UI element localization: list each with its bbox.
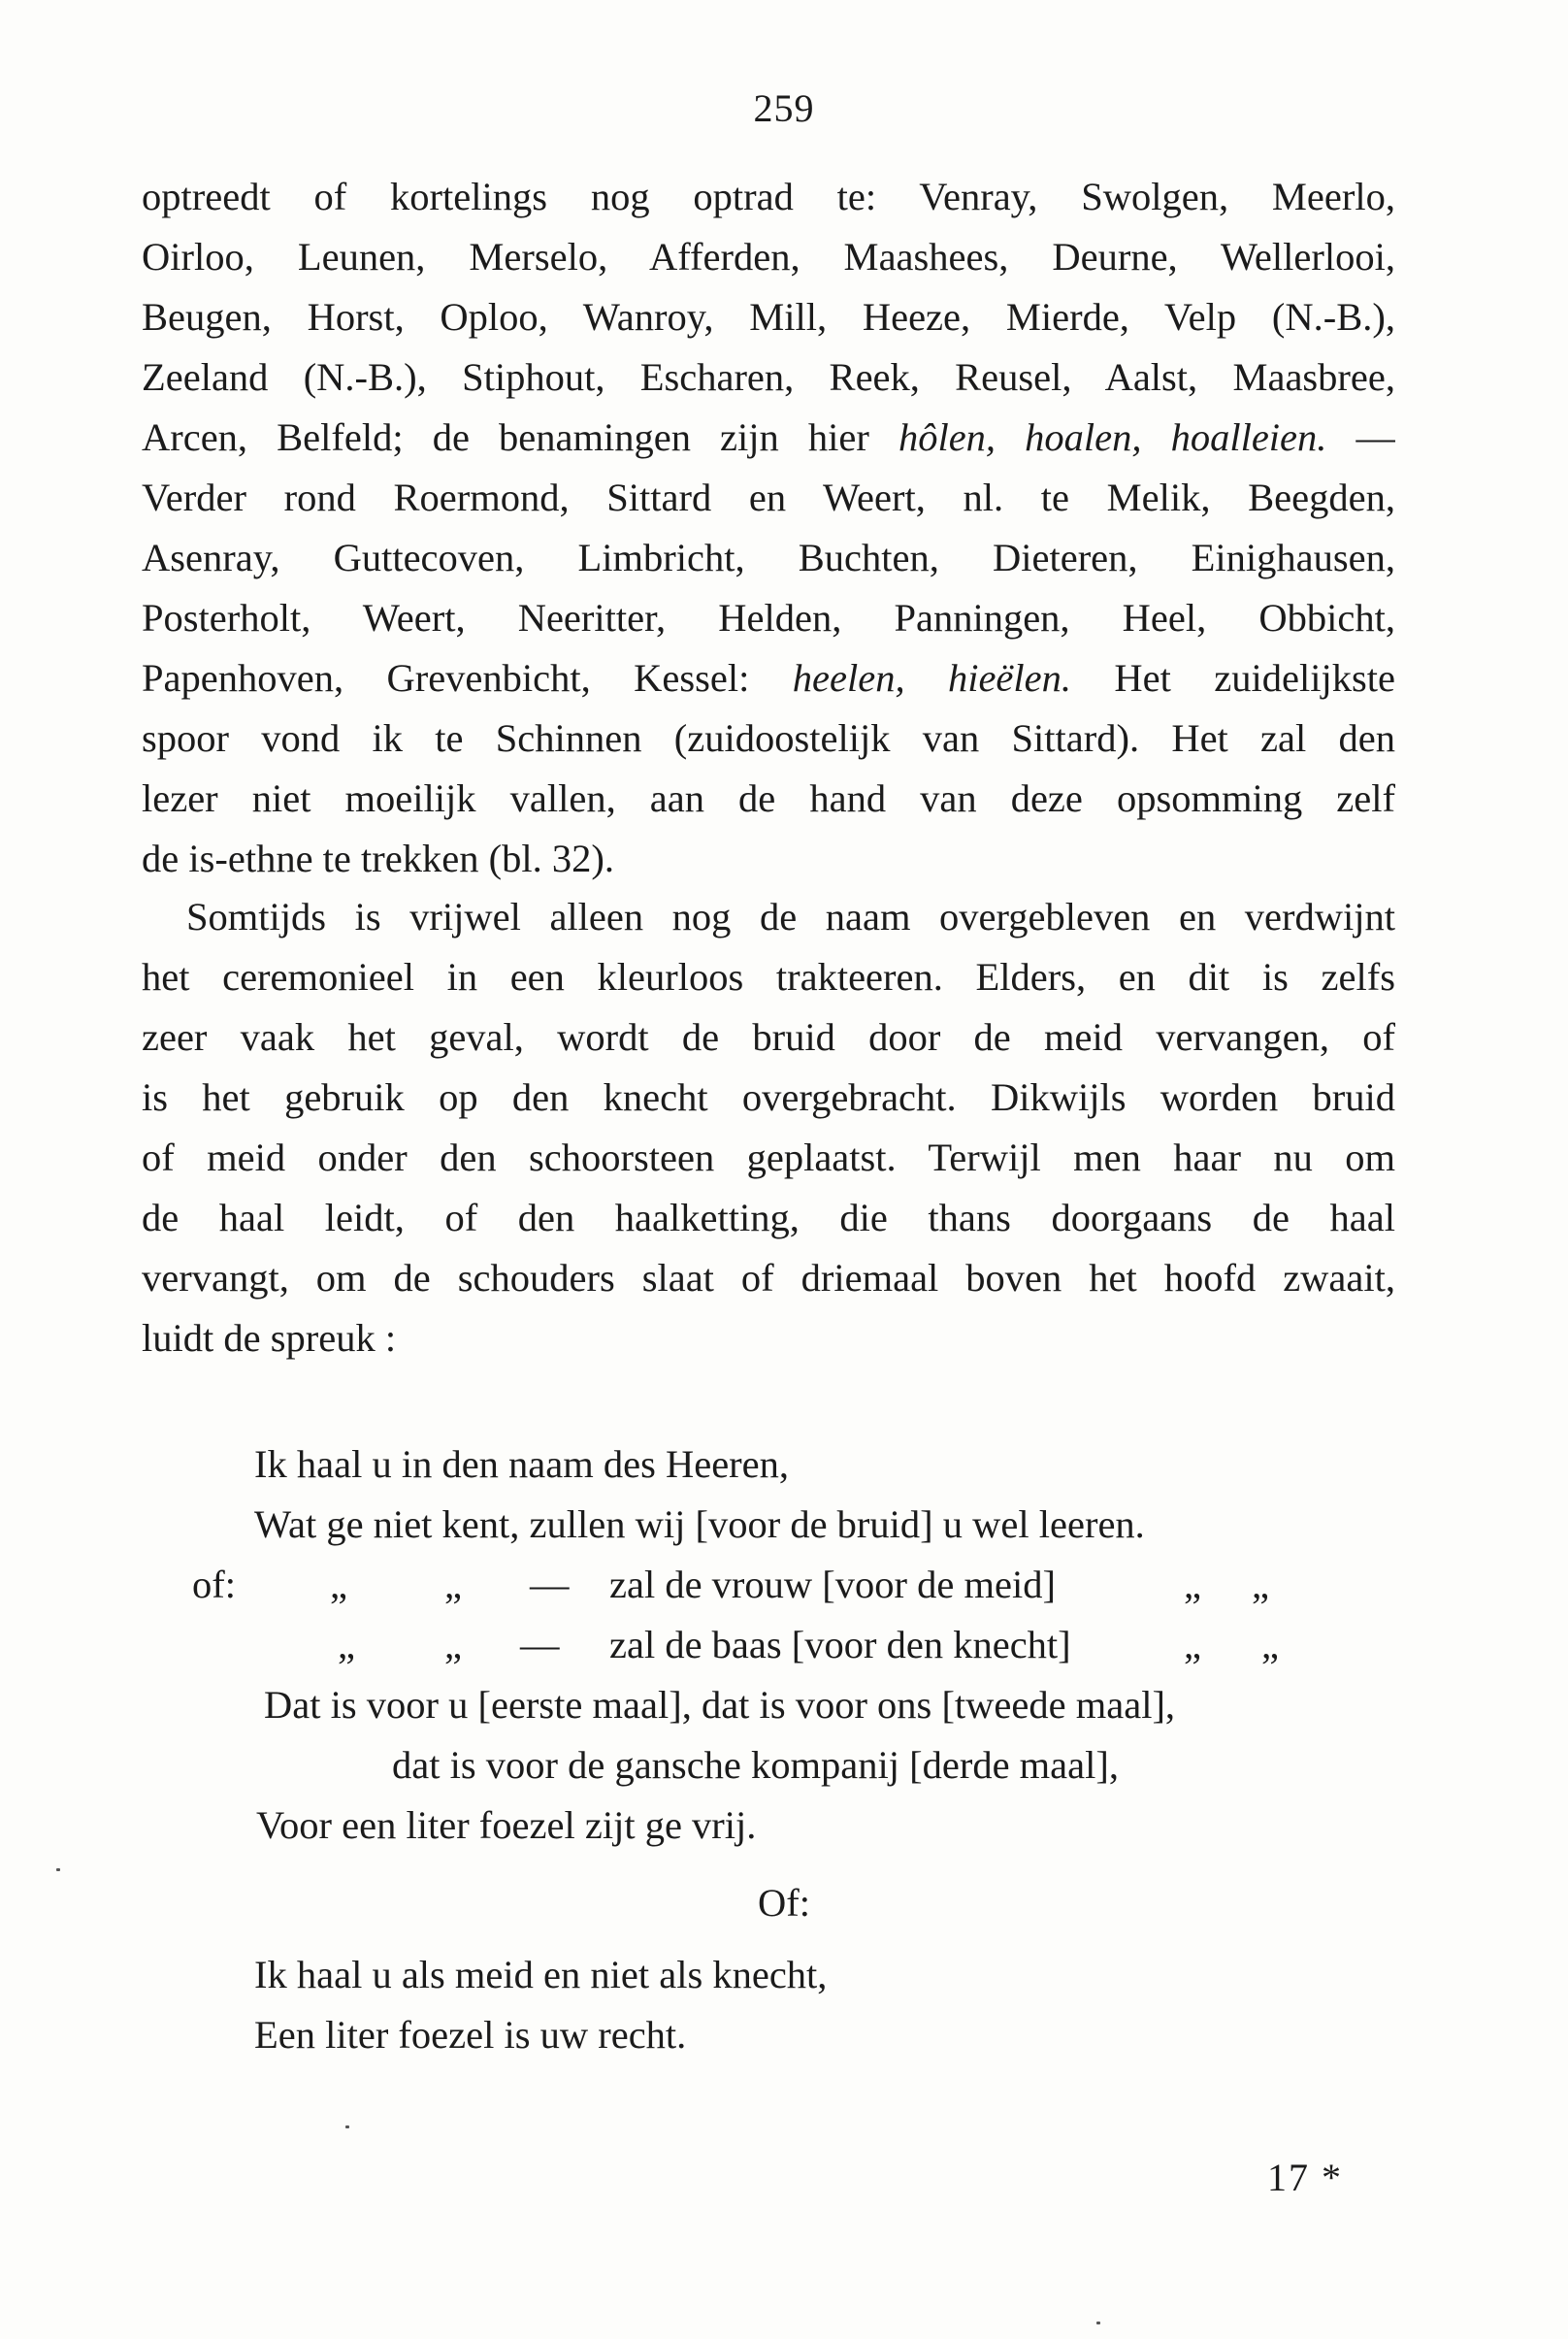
dialect-terms: heelen, hieëlen. [792,656,1072,700]
scan-speck [345,2125,349,2128]
line-suffix: Het zuidelijkste [1114,656,1395,700]
page-number: 259 [753,86,815,130]
line-suffix: — [1356,415,1395,459]
scan-speck [1096,2322,1100,2324]
ditto-mark: „ [1261,1623,1279,1666]
verse-line: Voor een liter foezel zijt ge vrij. [256,1803,757,1847]
text-line: is het gebruik op den knecht overgebracht. Dikwijls worden bruid [142,1075,1395,1119]
ditto-mark: „ [444,1563,462,1606]
verse-line: Dat is voor u [eerste maal], dat is voor ons [tweede maal], [264,1683,1176,1727]
dash: — [530,1563,570,1606]
text-line: Beugen, Horst, Oploo, Wanroy, Mill, Heeze, Mierde, Velp (N.-B.), [142,295,1395,339]
of-label: of: [192,1563,236,1606]
text-line-with-italic-terms [142,408,1395,468]
dash: — [520,1623,560,1666]
ditto-mark: „ [338,1623,355,1666]
verse-line: Ik haal u in den naam des Heeren, [254,1442,790,1486]
verse-variant-text: zal de baas [voor den knecht] [609,1623,1071,1666]
text-line: Asenray, Guttecoven, Limbricht, Buchten, Dieteren, Einighausen, [142,536,1395,579]
paragraph-1 [142,167,1395,889]
or-heading: Of: [758,1881,810,1925]
verse-line: dat is voor de gansche kompanij [derde maal], [392,1743,1119,1787]
text-line: zeer vaak het geval, wordt de bruid door de meid vervangen, of [142,1015,1395,1059]
verse-line: Wat ge niet kent, zullen wij [voor de bruid] u wel leeren. [254,1502,1145,1546]
line-prefix: Arcen, Belfeld; de benamingen zijn hier [142,415,869,459]
ditto-mark: „ [330,1563,347,1606]
text-line: spoor vond ik te Schinnen (zuidoostelijk van Sittard). Het zal den [142,716,1395,760]
ditto-mark: „ [1252,1563,1269,1606]
text-line: optreedt of kortelings nog optrad te: Venray, Swolgen, Meerlo, [142,175,1395,218]
text-line-with-italic-terms [142,648,1395,708]
text-line: Zeeland (N.-B.), Stiphout, Escharen, Reek, Reusel, Aalst, Maasbree, [142,355,1395,399]
verse-variant-line [0,1615,1568,1675]
text-line: Verder rond Roermond, Sittard en Weert, nl. te Melik, Beegden, [142,476,1395,519]
text-line: of meid onder den schoorsteen geplaatst. Terwijl men haar nu om [142,1136,1395,1179]
text-line: Somtijds is vrijwel alleen nog de naam overgebleven en verdwijnt [186,895,1395,939]
line-prefix: Papenhoven, Grevenbicht, Kessel: [142,656,750,700]
ditto-mark: „ [1184,1563,1201,1606]
verse-variant-line [0,1555,1568,1615]
text-line: luidt de spreuk : [142,1316,397,1360]
text-line: het ceremonieel in een kleurloos trakteeren. Elders, en dit is zelfs [142,955,1395,999]
ditto-mark: „ [1184,1623,1201,1666]
verse-line: Een liter foezel is uw recht. [254,2013,687,2057]
text-line: Oirloo, Leunen, Merselo, Afferden, Maashees, Deurne, Wellerlooi, [142,235,1395,279]
text-line: lezer niet moeilijk vallen, aan de hand van deze opsomming zelf [142,776,1395,820]
signature-mark: 17 * [1267,2156,1343,2199]
ditto-mark: „ [444,1623,462,1666]
dialect-terms: hôlen, hoalen, hoalleien. [898,415,1327,459]
text-line: de haal leidt, of den haalketting, die thans doorgaans de haal [142,1196,1395,1239]
text-line: Posterholt, Weert, Neeritter, Helden, Panningen, Heel, Obbicht, [142,596,1395,640]
paragraph-2 [142,887,1395,1368]
scan-speck [56,1868,60,1871]
verse-line: Ik haal u als meid en niet als knecht, [254,1953,828,1996]
text-line: vervangt, om de schouders slaat of driemaal boven het hoofd zwaait, [142,1256,1395,1300]
text-line: de is-ethne te trekken (bl. 32). [142,837,614,880]
verse-variant-text: zal de vrouw [voor de meid] [609,1563,1056,1606]
